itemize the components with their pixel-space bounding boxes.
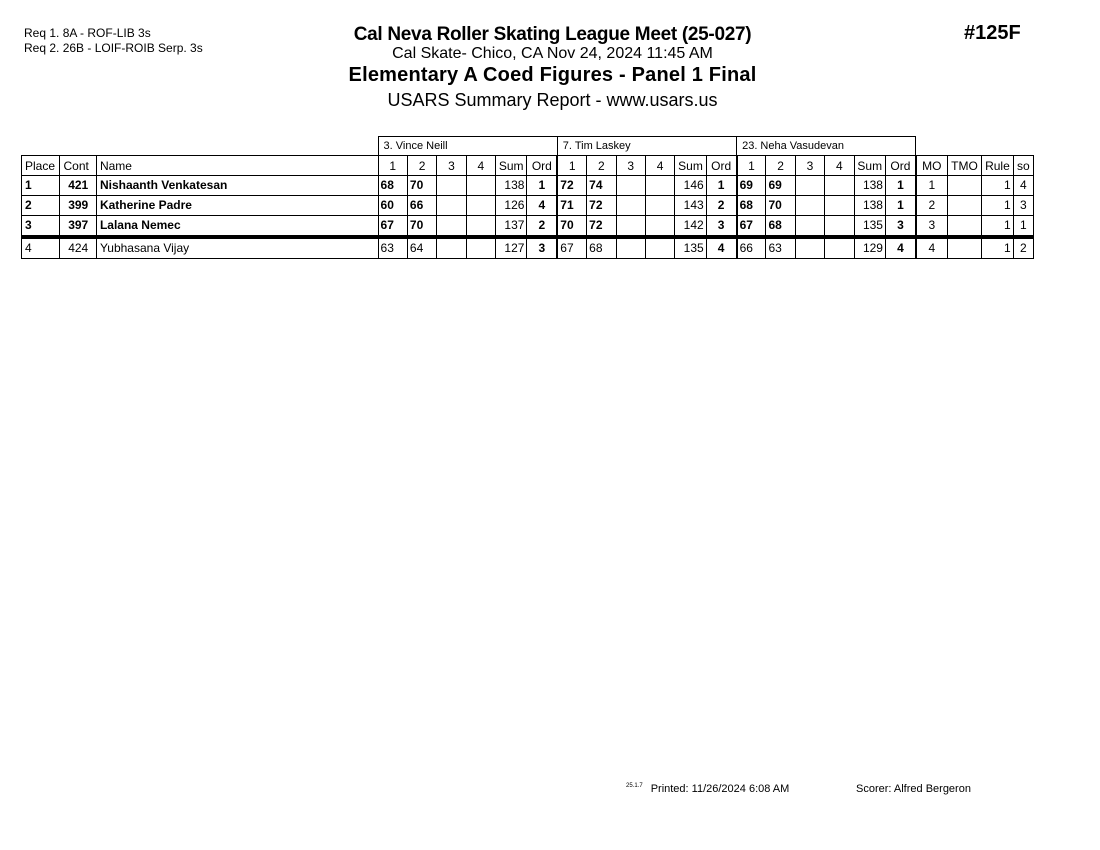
event-title: Elementary A Coed Figures - Panel 1 Final (348, 64, 757, 86)
j2-sum: 146 (675, 176, 706, 196)
rule-cell: 1 (982, 196, 1013, 216)
j3-fig3-score (795, 237, 824, 259)
contestant-number-cell: 421 (60, 176, 96, 196)
j2-ordinal: 4 (706, 237, 736, 259)
j2-fig3-score (616, 237, 645, 259)
skater-name-cell: Lalana Nemec (96, 216, 378, 238)
j3-fig4-score (825, 237, 854, 259)
col-header-mo: MO (916, 156, 947, 176)
table-row (22, 176, 1034, 196)
col-header-j1-fig1: 1 (378, 156, 407, 176)
mo-cell: 3 (916, 216, 947, 238)
col-header-j1-fig4: 4 (466, 156, 495, 176)
requirement-2: Req 2. 26B - LOIF-ROIB Serp. 3s (24, 41, 203, 55)
col-header-rule: Rule (982, 156, 1013, 176)
j1-fig3-score (437, 216, 466, 238)
tmo-cell (947, 176, 981, 196)
j1-fig1-score: 68 (378, 176, 407, 196)
j3-sum: 138 (854, 176, 885, 196)
software-version: 25.1.7 (626, 783, 643, 789)
j3-fig4-score (825, 176, 854, 196)
rule-cell: 1 (982, 237, 1013, 259)
j3-fig3-score (795, 196, 824, 216)
judge-2-name: 7. Tim Laskey (557, 137, 736, 156)
j1-fig3-score (437, 237, 466, 259)
j1-fig2-score: 70 (407, 176, 436, 196)
so-cell: 4 (1013, 176, 1033, 196)
j3-fig4-score (825, 196, 854, 216)
col-header-j3-fig3: 3 (795, 156, 824, 176)
j2-fig2-score: 72 (587, 216, 616, 238)
j1-fig3-score (437, 176, 466, 196)
col-header-j3-sum: Sum (854, 156, 885, 176)
j1-fig3-score (437, 196, 466, 216)
mo-cell: 4 (916, 237, 947, 259)
col-header-j3-fig1: 1 (737, 156, 766, 176)
col-header-j2-ord: Ord (706, 156, 736, 176)
j1-ordinal: 3 (527, 237, 557, 259)
j3-ordinal: 1 (885, 196, 915, 216)
judge-3-name: 23. Neha Vasudevan (737, 137, 916, 156)
col-header-j3-fig4: 4 (825, 156, 854, 176)
col-header-name: Name (96, 156, 378, 176)
j2-sum: 142 (675, 216, 706, 238)
col-header-tmo: TMO (947, 156, 981, 176)
j3-fig1-score: 66 (737, 237, 766, 259)
j2-fig1-score: 72 (557, 176, 586, 196)
rule-cell: 1 (982, 176, 1013, 196)
meet-location-date: Cal Skate- Chico, CA Nov 24, 2024 11:45 AM (392, 45, 713, 62)
j1-fig2-score: 64 (407, 237, 436, 259)
j2-fig4-score (645, 237, 674, 259)
j2-sum: 135 (675, 237, 706, 259)
j1-fig4-score (466, 216, 495, 238)
j3-fig1-score: 69 (737, 176, 766, 196)
j2-sum: 143 (675, 196, 706, 216)
place-cell: 4 (22, 237, 60, 259)
col-header-j1-fig3: 3 (437, 156, 466, 176)
mo-cell: 2 (916, 196, 947, 216)
contestant-number-cell: 424 (60, 237, 96, 259)
j1-sum: 127 (496, 237, 527, 259)
printed-timestamp (626, 783, 789, 795)
j3-sum: 129 (854, 237, 885, 259)
col-header-j3-ord: Ord (885, 156, 915, 176)
place-cell: 1 (22, 176, 60, 196)
j2-fig4-score (645, 216, 674, 238)
j1-ordinal: 1 (527, 176, 557, 196)
j3-ordinal: 3 (885, 216, 915, 238)
j3-fig3-score (795, 176, 824, 196)
j1-fig1-score: 63 (378, 237, 407, 259)
j2-fig3-score (616, 216, 645, 238)
event-number: #125F (964, 22, 1021, 44)
judge-1-name: 3. Vince Neill (378, 137, 557, 156)
col-header-cont: Cont (60, 156, 96, 176)
j3-fig3-score (795, 216, 824, 238)
so-cell: 3 (1013, 196, 1033, 216)
col-header-j1-fig2: 2 (407, 156, 436, 176)
col-header-so: so (1013, 156, 1033, 176)
col-header-j2-fig4: 4 (645, 156, 674, 176)
printed-text: Printed: 11/26/2024 6:08 AM (650, 783, 790, 795)
j3-fig2-score: 70 (766, 196, 795, 216)
col-header-j1-sum: Sum (496, 156, 527, 176)
j2-fig2-score: 74 (587, 176, 616, 196)
j1-ordinal: 2 (527, 216, 557, 238)
col-header-j2-fig1: 1 (557, 156, 586, 176)
place-cell: 2 (22, 196, 60, 216)
j2-fig4-score (645, 196, 674, 216)
j3-fig4-score (825, 216, 854, 238)
j2-fig3-score (616, 176, 645, 196)
j2-fig1-score: 67 (557, 237, 586, 259)
j2-fig1-score: 71 (557, 196, 586, 216)
col-header-j1-ord: Ord (527, 156, 557, 176)
j2-fig2-score: 68 (587, 237, 616, 259)
tmo-cell (947, 196, 981, 216)
scorer-name: Scorer: Alfred Bergeron (856, 783, 971, 795)
col-header-j2-fig3: 3 (616, 156, 645, 176)
j2-ordinal: 2 (706, 196, 736, 216)
tmo-cell (947, 237, 981, 259)
j1-sum: 137 (496, 216, 527, 238)
j3-ordinal: 4 (885, 237, 915, 259)
contestant-number-cell: 399 (60, 196, 96, 216)
requirement-1: Req 1. 8A - ROF-LIB 3s (24, 26, 151, 40)
rule-cell: 1 (982, 216, 1013, 238)
contestant-number-cell: 397 (60, 216, 96, 238)
j1-fig1-score: 67 (378, 216, 407, 238)
j3-fig2-score: 69 (766, 176, 795, 196)
table-row (22, 196, 1034, 216)
skater-name-cell: Yubhasana Vijay (96, 237, 378, 259)
column-header-row (22, 156, 1034, 176)
j1-fig4-score (466, 176, 495, 196)
j1-ordinal: 4 (527, 196, 557, 216)
j3-fig1-score: 67 (737, 216, 766, 238)
j2-ordinal: 3 (706, 216, 736, 238)
meet-title: Cal Neva Roller Skating League Meet (25-027) (353, 24, 752, 45)
j3-ordinal: 1 (885, 176, 915, 196)
j2-ordinal: 1 (706, 176, 736, 196)
j1-fig1-score: 60 (378, 196, 407, 216)
so-cell: 1 (1013, 216, 1033, 238)
j1-fig4-score (466, 196, 495, 216)
j3-fig2-score: 68 (766, 216, 795, 238)
skater-name-cell: Nishaanth Venkatesan (96, 176, 378, 196)
col-header-j2-sum: Sum (675, 156, 706, 176)
col-header-j2-fig2: 2 (587, 156, 616, 176)
j2-fig1-score: 70 (557, 216, 586, 238)
j1-fig2-score: 66 (407, 196, 436, 216)
j3-sum: 138 (854, 196, 885, 216)
j2-fig2-score: 72 (587, 196, 616, 216)
place-cell: 3 (22, 216, 60, 238)
results-table (21, 136, 1034, 259)
col-header-j3-fig2: 2 (766, 156, 795, 176)
tmo-cell (947, 216, 981, 238)
j2-fig3-score (616, 196, 645, 216)
j3-sum: 135 (854, 216, 885, 238)
j1-sum: 138 (496, 176, 527, 196)
mo-cell: 1 (916, 176, 947, 196)
table-row (22, 216, 1034, 238)
table-row (22, 237, 1034, 259)
j3-fig1-score: 68 (737, 196, 766, 216)
j3-fig2-score: 63 (766, 237, 795, 259)
col-header-place: Place (22, 156, 60, 176)
skater-name-cell: Katherine Padre (96, 196, 378, 216)
j2-fig4-score (645, 176, 674, 196)
j1-fig2-score: 70 (407, 216, 436, 238)
so-cell: 2 (1013, 237, 1033, 259)
j1-sum: 126 (496, 196, 527, 216)
j1-fig4-score (466, 237, 495, 259)
judges-row (22, 137, 1034, 156)
report-title: USARS Summary Report - www.usars.us (387, 90, 718, 110)
